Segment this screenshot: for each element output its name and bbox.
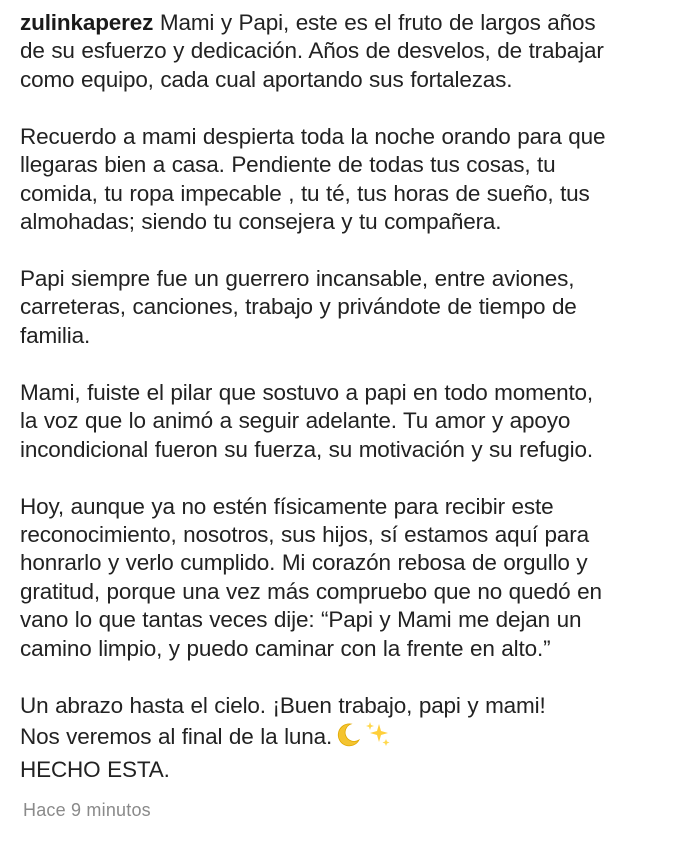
caption-line: reconocimiento, nosotros, sus hijos, sí estamos aquí para [20, 522, 589, 548]
caption-line: honrarlo y verlo cumplido. Mi corazón rebosa de orgullo y [20, 550, 588, 576]
caption-line: de su esfuerzo y dedicación. Años de desvelos, de trabajar [20, 38, 604, 64]
caption-line: camino limpio, y puedo caminar con la frente en alto.” [20, 635, 551, 661]
caption-line: llegaras bien a casa. Pendiente de todas tus cosas, tu [20, 152, 556, 178]
caption-line: comida, tu ropa impecable , tu té, tus horas de sueño, tus [20, 180, 590, 206]
caption-line: HECHO ESTA. [20, 756, 170, 782]
caption-paragraph-6 [20, 692, 666, 784]
caption-line: Hoy, aunque ya no estén físicamente para recibir este [20, 493, 554, 519]
caption-line: como equipo, cada cual aportando sus fortalezas. [20, 66, 513, 92]
caption-paragraph-3 [20, 265, 666, 350]
caption-line: familia. [20, 322, 91, 348]
crescent-moon-icon [335, 722, 361, 755]
caption-line: Un abrazo hasta el cielo. ¡Buen trabajo, papi y mami! [20, 692, 546, 718]
caption-line: Recuerdo a mami despierta toda la noche orando para que [20, 123, 606, 149]
caption-line: almohadas; siendo tu consejera y tu compañera. [20, 209, 502, 235]
caption-line: la voz que lo animó a seguir adelante. Tu amor y apoyo [20, 408, 571, 434]
caption-text: Nos veremos al final de la luna. [20, 724, 333, 750]
caption-paragraph-5 [20, 493, 666, 663]
caption-line: vano lo que tantas veces dije: “Papi y Mami me dejan un [20, 607, 582, 633]
caption-line [20, 9, 666, 37]
caption-paragraph-1 [20, 9, 666, 94]
caption-line: gratitud, porque una vez más compruebo que no quedó en [20, 578, 602, 604]
caption-line: Mami, fuiste el pilar que sostuvo a papi en todo momento, [20, 379, 594, 405]
caption-line: Papi siempre fue un guerrero incansable, entre aviones, [20, 266, 575, 292]
caption-paragraph-2 [20, 123, 666, 237]
caption-paragraph-4 [20, 379, 666, 464]
post-timestamp: Hace 9 minutos [23, 800, 151, 820]
sparkles-icon [364, 720, 392, 755]
caption-line: incondicional fueron su fuerza, su motivación y su refugio. [20, 436, 593, 462]
caption-text: Mami y Papi, este es el fruto de largos años [159, 10, 596, 35]
caption-line [20, 720, 666, 755]
username-link[interactable]: zulinkaperez [20, 10, 154, 35]
caption-line: carreteras, canciones, trabajo y privándote de tiempo de [20, 294, 577, 320]
